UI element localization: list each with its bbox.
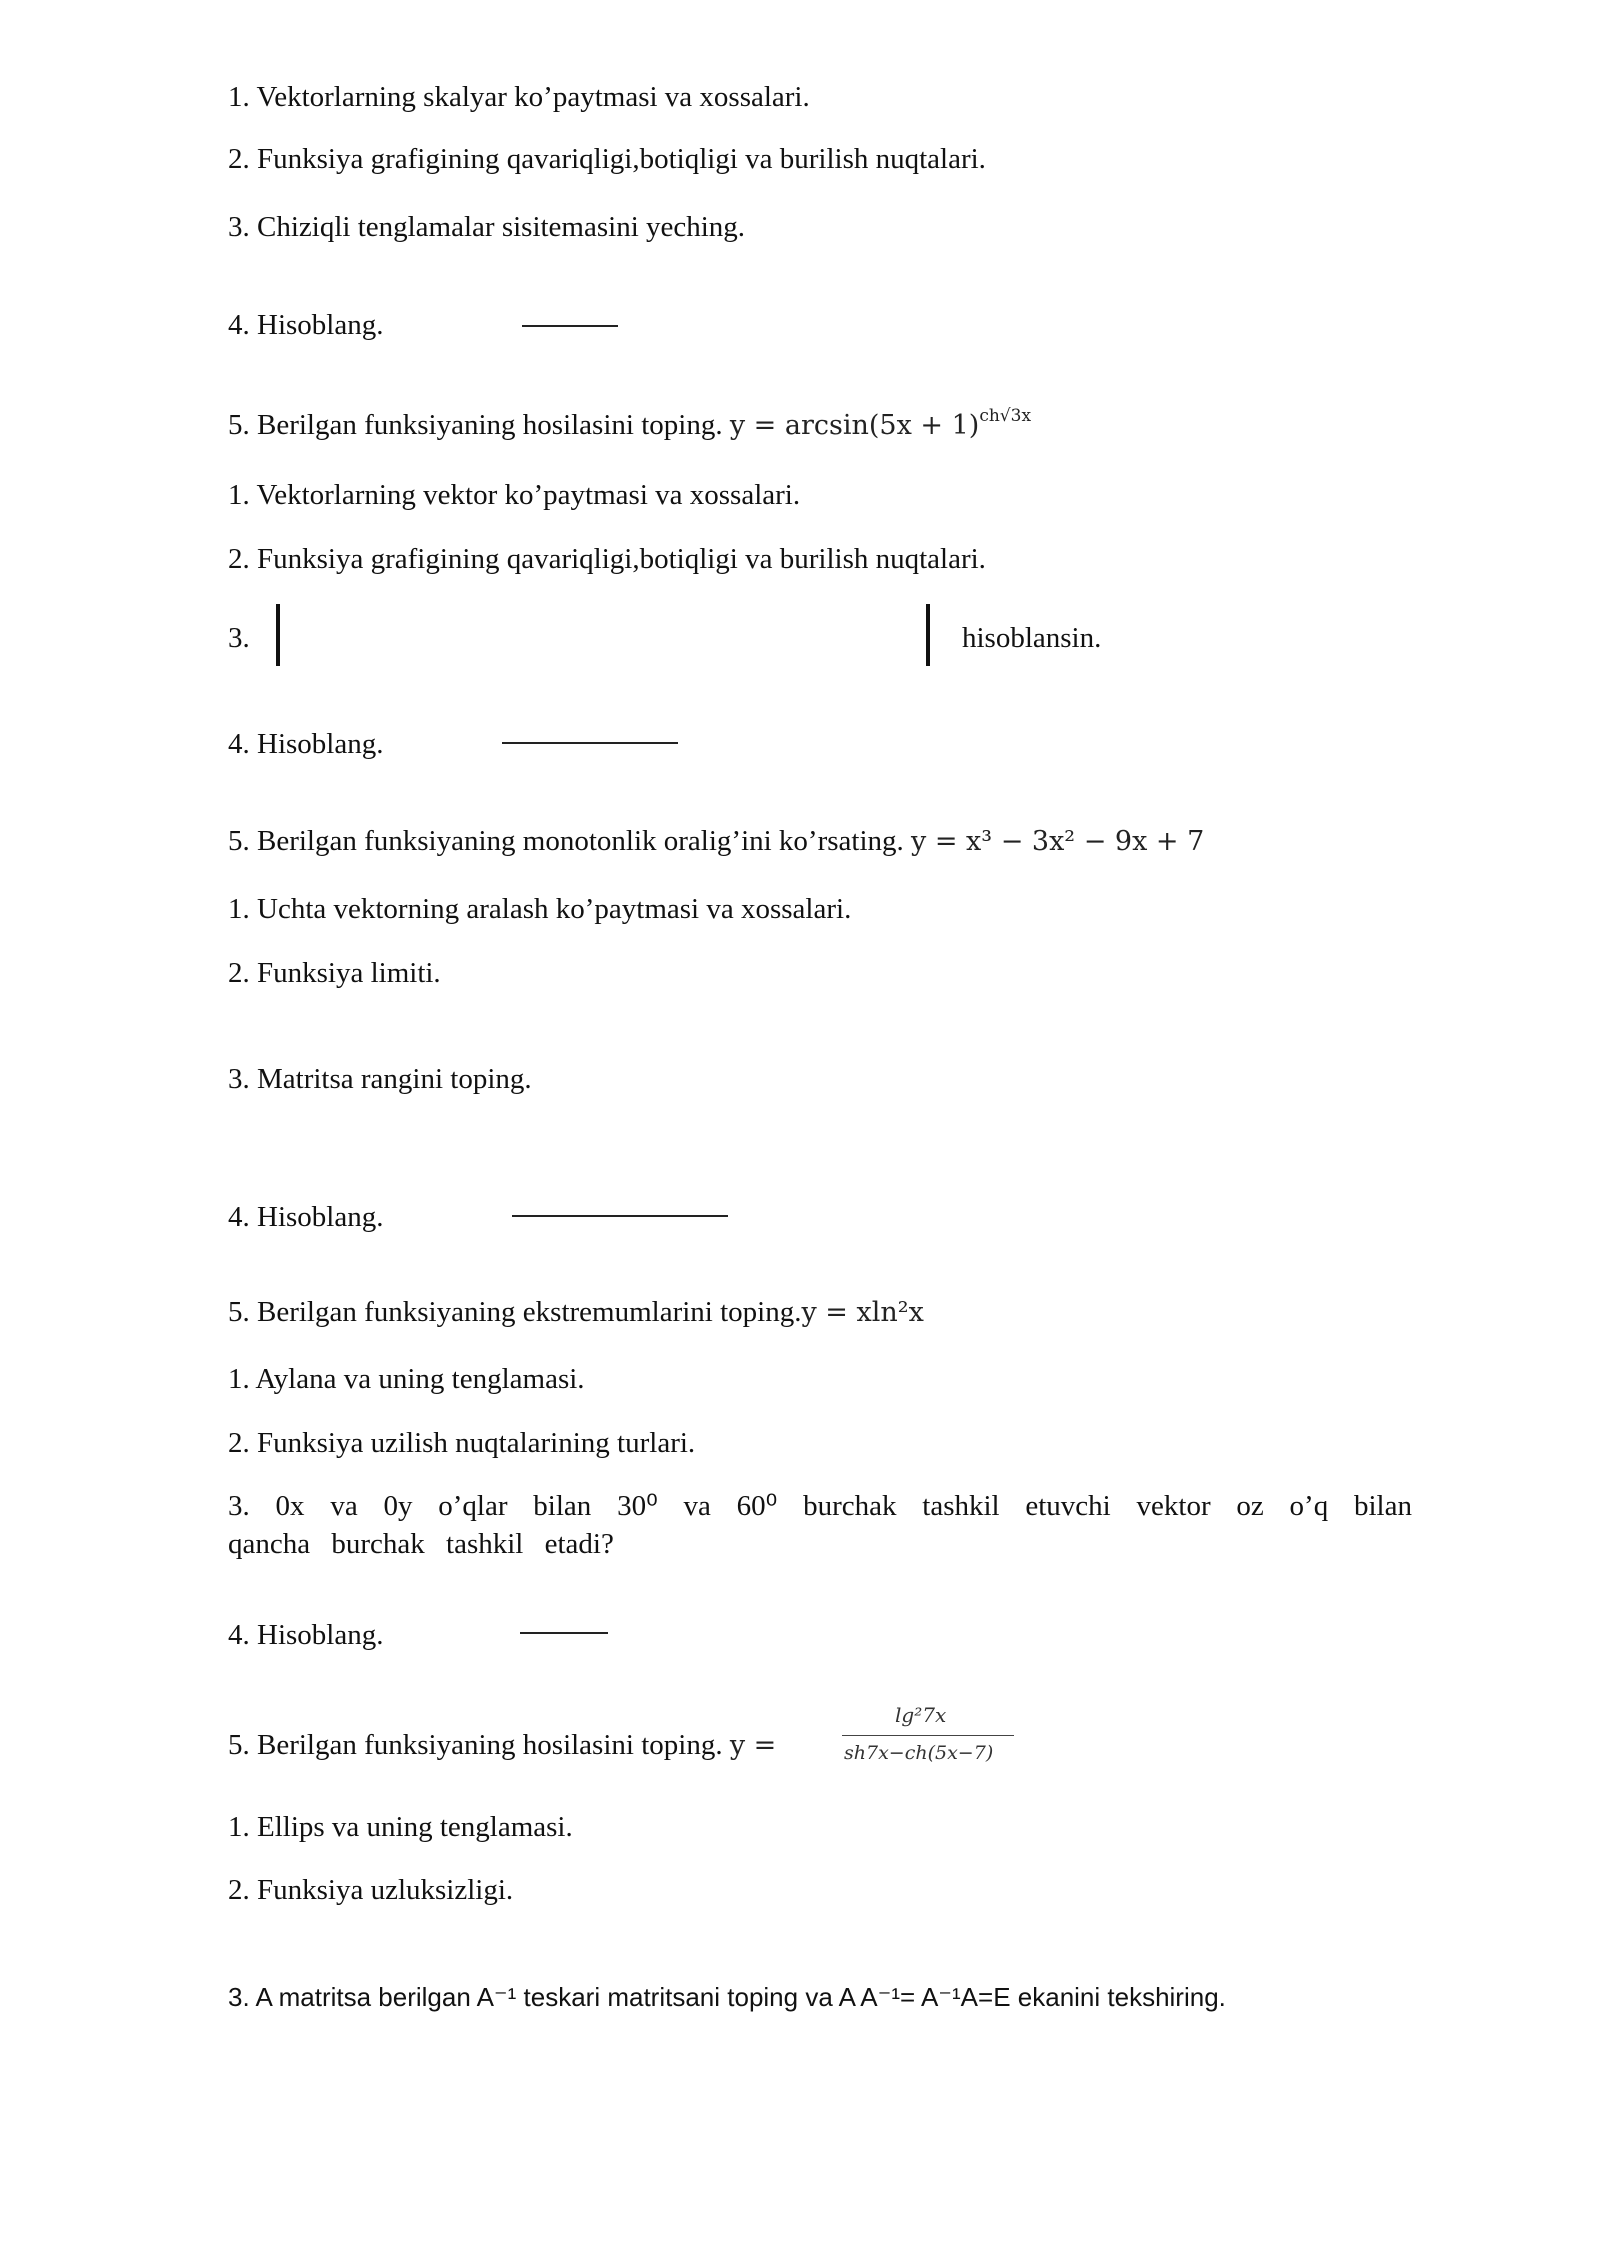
question-4-4: 4. Hisoblang.: [228, 1619, 384, 1651]
question-3-2: 2. Funksiya limiti.: [228, 957, 441, 989]
formula-exponent: ch√3x: [979, 406, 1032, 426]
formula-base: y = arcsin(5x + 1): [729, 410, 980, 441]
question-4-3: [228, 1487, 1412, 1563]
question-1-4: 4. Hisoblang.: [228, 309, 384, 341]
formula-lhs: y =: [729, 1730, 777, 1761]
question-line-1: 3. 0x va 0y o’qlar bilan 30⁰ va 60⁰ burchak tashkil etuvchi vektor oz o’q bilan: [228, 1490, 1412, 1522]
question-4-5: [228, 1728, 776, 1763]
question-text: 5. Berilgan funksiyaning hosilasini toping.: [228, 1729, 723, 1761]
question-text: 5. Berilgan funksiyaning ekstremumlarini toping.: [228, 1296, 802, 1328]
question-text: 5. Berilgan funksiyaning hosilasini toping.: [228, 409, 723, 441]
question-5-1: 1. Ellips va uning tenglamasi.: [228, 1811, 573, 1843]
question-text: 5. Berilgan funksiyaning monotonlik oralig’ini ko’rsating.: [228, 825, 904, 857]
determinant-right-bar: [926, 604, 930, 666]
fraction-bar: [502, 742, 678, 744]
question-3-1: 1. Uchta vektorning aralash ko’paytmasi va xossalari.: [228, 893, 852, 925]
question-1-1: 1. Vektorlarning skalyar ko’paytmasi va xossalari.: [228, 81, 810, 113]
determinant-left-bar: [276, 604, 280, 666]
question-2-1: 1. Vektorlarning vektor ko’paytmasi va xossalari.: [228, 479, 801, 511]
fraction-bar: [522, 325, 618, 327]
formula-denominator: sh7x−ch(5x−7): [844, 1742, 994, 1764]
formula: y = x³ − 3x² − 9x + 7: [911, 826, 1205, 857]
question-3-5: [228, 1295, 924, 1330]
question-4-2: 2. Funksiya uzilish nuqtalarining turlari.: [228, 1427, 696, 1459]
question-5-3: 3. A matritsa berilgan A⁻¹ teskari matritsani toping va A A⁻¹= A⁻¹A=E ekanini tekshiring.: [228, 1982, 1226, 2012]
question-3-3: 3. Matritsa rangini toping.: [228, 1063, 532, 1095]
fraction-bar: [520, 1632, 608, 1634]
question-1-5: [228, 408, 1031, 446]
formula-numerator: lg²7x: [895, 1703, 947, 1727]
question-3-4: 4. Hisoblang.: [228, 1201, 384, 1233]
question-2-4: 4. Hisoblang.: [228, 728, 384, 760]
question-2-3-number: 3.: [228, 622, 250, 654]
question-line-2: qancha burchak tashkil etadi?: [228, 1528, 614, 1560]
question-1-2: 2. Funksiya grafigining qavariqligi,botiqligi va burilish nuqtalari.: [228, 143, 986, 175]
question-2-2: 2. Funksiya grafigining qavariqligi,botiqligi va burilish nuqtalari.: [228, 543, 986, 575]
question-4-1: 1. Aylana va uning tenglamasi.: [228, 1363, 585, 1395]
fraction-bar: [512, 1215, 728, 1217]
question-2-3-text: hisoblansin.: [962, 622, 1102, 654]
question-2-5: [228, 824, 1204, 859]
formula: [729, 406, 1032, 441]
question-5-2: 2. Funksiya uzluksizligi.: [228, 1874, 514, 1906]
question-1-3: 3. Chiziqli tenglamalar sisitemasini yeching.: [228, 211, 746, 243]
formula: y = xln²x: [801, 1297, 924, 1328]
formula-fraction-bar: [842, 1735, 1014, 1736]
